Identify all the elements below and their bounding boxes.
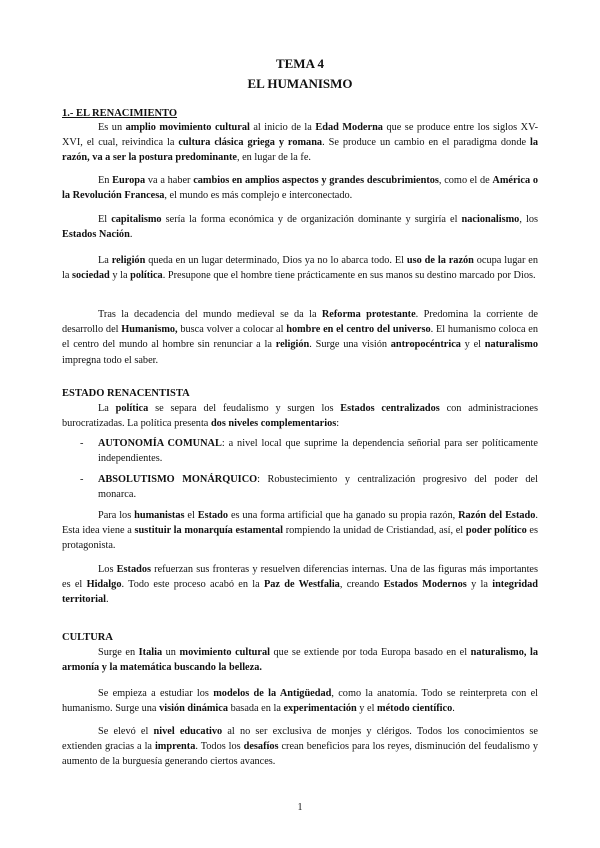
list-item-text (98, 436, 538, 466)
text-run: que se produce entre los siglos XV- XVI, el cual, reivindica la (62, 122, 539, 149)
text-run: al no ser exclusiva de monjes y clérigos. Todos los conocimientos se extienden gracias a la (62, 726, 539, 753)
document-title-tema: TEMA 4 (275, 56, 325, 71)
text-run: . (452, 703, 455, 715)
bold-run: Edad Moderna (315, 122, 383, 133)
text-run: La (98, 255, 112, 266)
text-run: basada en la (228, 703, 284, 715)
text-run: . Presupone que el hombre tiene prácticamente en sus manos su destino marcado por Dios. (162, 270, 536, 282)
paragraph-renacimiento-3 (62, 212, 538, 242)
bold-run: Estados Modernos (383, 579, 467, 591)
paragraph-estado-3 (62, 562, 538, 608)
text-run: Surge en (98, 647, 139, 658)
text-run: . Todo este proceso acabó en la (121, 579, 264, 591)
bold-run: Estados Nación (62, 229, 130, 241)
paragraph-renacimiento-1 (62, 120, 538, 166)
bold-run: Hidalgo (86, 579, 122, 591)
text-run: rompiendo la unidad de Cristiandad, así, el (283, 525, 466, 537)
text-run: . Surge una visión (309, 339, 391, 351)
text-run: sería la forma económica y de organización dominante y surgiría el (161, 214, 462, 225)
text-run: , creando (339, 579, 384, 591)
text-run: crean beneficios para los reyes, disminución del feudalismo y aumento de la burguesía generando ciertos avances. (62, 741, 538, 768)
bold-run: Paz de Westfalia (263, 579, 340, 591)
bold-run: ABSOLUTISMO MONÁRQUICO (98, 474, 258, 485)
bold-run: poder político (465, 525, 527, 537)
text-run: , el mundo es más complejo e interconectado. (164, 190, 353, 202)
bold-run: Europa (112, 175, 146, 186)
text-run: , como el de (438, 175, 493, 186)
text-run: con administraciones burocratizadas. La política presenta (62, 403, 539, 430)
bold-run: América o la Revolución Francesa (62, 175, 539, 202)
paragraph-cultura-2 (62, 686, 538, 716)
text-run: . Predomina la corriente de desarrollo del (62, 309, 538, 336)
bold-run: Estado (197, 510, 229, 521)
bold-run: Estados centralizados (340, 403, 440, 414)
text-run: es una forma artificial que ha ganado su propia razón, (228, 510, 459, 521)
section-heading-cultura: CULTURA (62, 632, 113, 643)
text-run: Los (98, 564, 117, 575)
bold-run: religión (111, 255, 146, 266)
text-run: . (106, 594, 109, 606)
text-run: . Esta idea viene a (62, 510, 538, 537)
list-item-absolutismo-monarquico (62, 472, 538, 502)
bold-run: capitalismo (111, 214, 162, 225)
bold-run: humanistas (134, 510, 185, 521)
text-run: que se extiende por toda Europa basado en el (269, 647, 471, 658)
text-run: . (129, 229, 133, 241)
bold-run: política (130, 270, 163, 282)
bullet-dash: - (80, 474, 84, 485)
text-run: , como la anatomía. Todo se reinterpreta con el humanismo. Surge una (62, 688, 538, 715)
text-run: se separa del feudalismo y surgen los (148, 403, 341, 414)
text-run: el (184, 510, 198, 521)
bold-run: modelos de la Antigüedad (213, 688, 332, 699)
text-run: queda en un lugar determinado, Dios ya no lo abarca todo. El (145, 255, 407, 266)
bold-run: Estados (116, 564, 151, 575)
text-run: Se empieza a estudiar los (98, 688, 214, 699)
section-heading-renacimiento: 1.- EL RENACIMIENTO (62, 108, 178, 119)
bold-run: hombre en el centro del universo (286, 324, 431, 336)
text-run: y el (460, 339, 485, 351)
bold-run: sociedad (72, 270, 110, 282)
bold-run: antropocéntrica (390, 339, 461, 351)
text-run: impregna todo el saber. (62, 354, 159, 366)
text-run: busca volver a colocar al (177, 324, 287, 336)
bold-run: uso de la razón (406, 255, 474, 266)
bold-run: amplio movimiento cultural (125, 122, 250, 133)
text-run: . Todos los (195, 741, 244, 753)
text-run: ocupa lugar en la (62, 255, 539, 282)
bold-run: cambios en amplios aspectos y grandes descubrimientos (193, 175, 439, 186)
text-run: va a haber (145, 175, 194, 186)
text-run: , los (519, 214, 538, 225)
text-run: El (98, 214, 112, 225)
bold-run: integridad territorial (62, 579, 538, 606)
bold-run: cultura clásica griega y romana (178, 137, 323, 149)
bold-run: Reforma protestante (321, 309, 416, 320)
bold-run: religión (275, 339, 310, 351)
text-run: Tras la decadencia del mundo medieval se da la (98, 309, 322, 320)
bold-run: nivel educativo (153, 726, 223, 737)
bold-run: experimentación (283, 703, 357, 715)
bold-run: dos niveles complementarios (210, 418, 337, 430)
text-run: Para los (98, 510, 135, 521)
text-run: y el (356, 703, 378, 715)
document-title-humanismo: EL HUMANISMO (247, 76, 353, 91)
page-number: 1 (297, 802, 303, 813)
bold-run: política (115, 403, 149, 414)
text-run: : a nivel local que suprime la dependencia señorial para ser políticamente independientes. (98, 438, 538, 465)
text-run: En (98, 175, 113, 186)
bold-run: AUTONOMÍA COMUNAL (98, 438, 222, 449)
text-run: : Robustecimiento y centralización progresivo del poder del monarca. (98, 474, 538, 501)
paragraph-estado-1 (62, 401, 538, 431)
text-run: . El humanismo coloca en el centro del mundo al hombre sin renunciar a la (62, 324, 538, 351)
text-run: es protagonista. (62, 525, 538, 552)
bold-run: Italia (138, 647, 163, 658)
list-item-text (98, 472, 538, 502)
text-run: y la (109, 270, 131, 282)
bold-run: imprenta (154, 741, 196, 753)
bold-run: sustituir la monarquía estamental (134, 525, 283, 537)
section-heading-estado-renacentista: ESTADO RENACENTISTA (62, 388, 190, 399)
text-run: La (98, 403, 116, 414)
text-run: Es un (98, 122, 126, 133)
paragraph-renacimiento-4 (62, 253, 538, 283)
text-run: , en lugar de la fe. (236, 152, 311, 164)
bold-run: Humanismo, (121, 324, 178, 336)
paragraph-cultura-1 (62, 645, 538, 675)
bold-run: movimiento cultural (179, 647, 270, 658)
bold-run: desafíos (243, 741, 279, 753)
text-run: un (162, 647, 180, 658)
bold-run: visión dinámica (159, 703, 229, 715)
paragraph-renacimiento-2 (62, 173, 538, 203)
text-run: refuerzan sus fronteras y resuelven diferencias internas. Una de las figuras más importantes es el (62, 564, 539, 591)
text-run: : (336, 418, 340, 430)
paragraph-estado-2 (62, 508, 538, 554)
text-run: Se elevó el (98, 726, 154, 737)
text-run: y la (466, 579, 493, 591)
bold-run: nacionalismo (461, 214, 520, 225)
bold-run: la razón, va a ser la postura predominante (62, 137, 539, 164)
bold-run: naturalismo, la armonía y la matemática buscando la belleza. (62, 647, 538, 674)
paragraph-cultura-3 (62, 724, 538, 770)
bold-run: Razón del Estado (458, 510, 536, 521)
bold-run: naturalismo (484, 339, 538, 351)
bold-run: método científico (377, 703, 453, 715)
text-run: al inicio de la (249, 122, 316, 133)
text-run: . Se produce un cambio en el paradigma donde (322, 137, 530, 149)
list-item-autonomia-comunal (62, 436, 538, 466)
bullet-dash: - (80, 438, 84, 449)
paragraph-renacimiento-5 (62, 307, 538, 368)
